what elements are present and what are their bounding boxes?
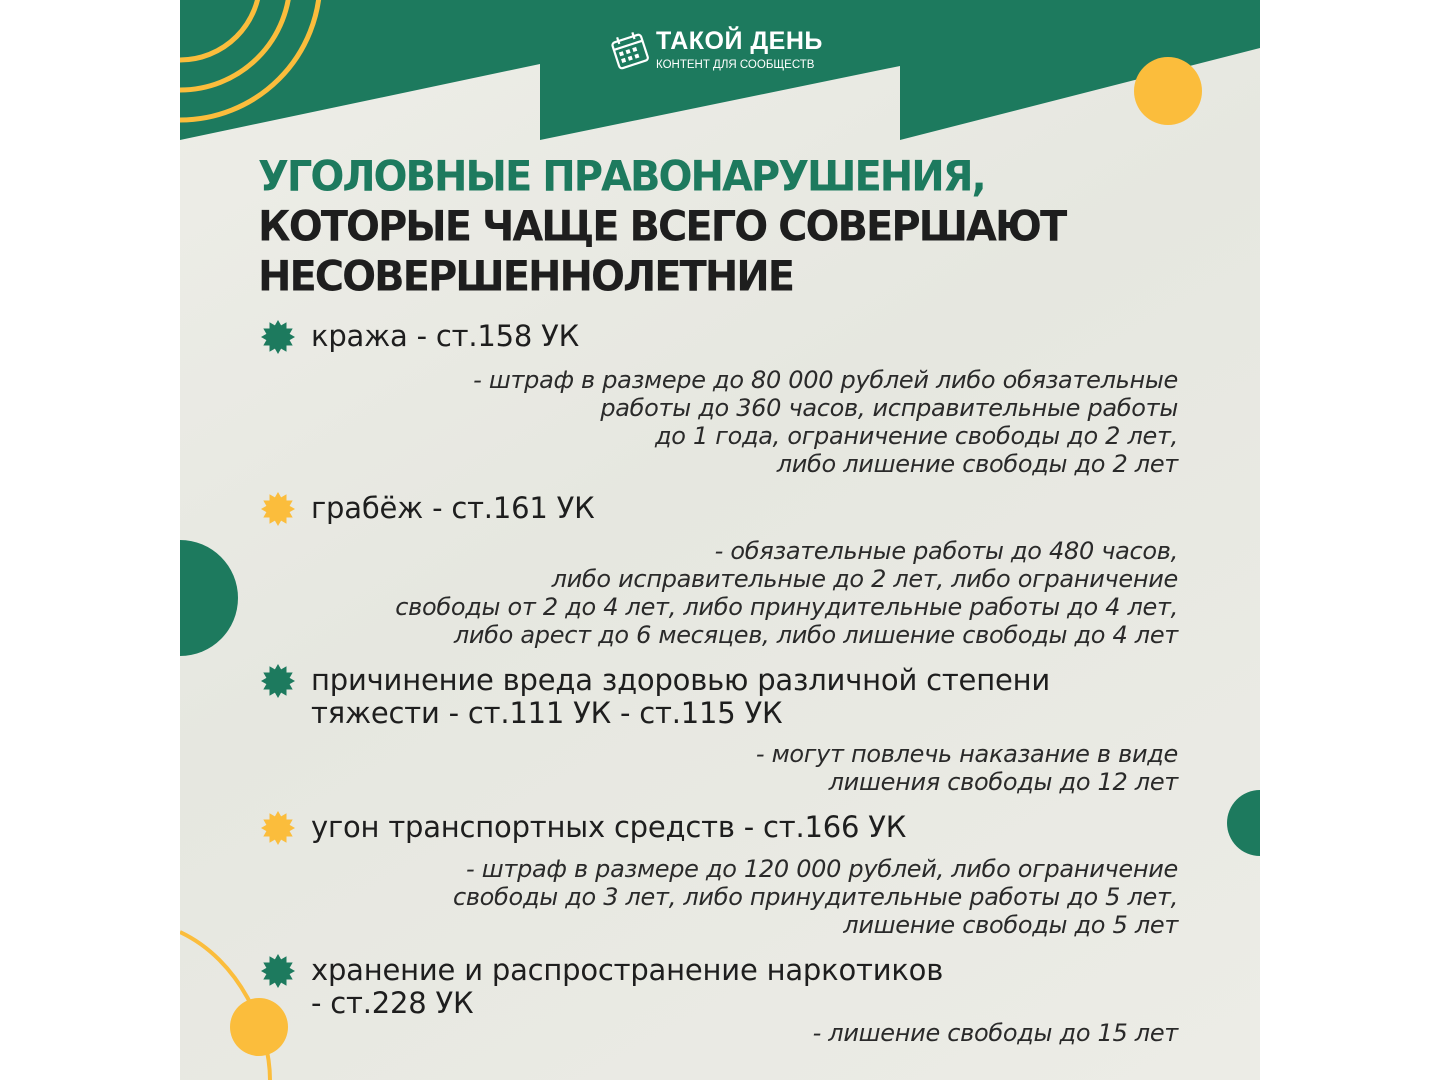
penalty-line: работы до 360 часов, исправительные работы <box>600 394 1178 422</box>
penalty-line: лишение свободы до 5 лет <box>843 911 1178 939</box>
penalty-line: - могут повлечь наказание в виде <box>755 740 1178 768</box>
offense-heading <box>311 664 1171 730</box>
offense-heading-line: кража - ст.158 УК <box>311 319 579 353</box>
brand-tagline: КОНТЕНТ ДЛЯ СООБЩЕСТВ <box>656 59 815 71</box>
offense-item <box>260 664 1171 730</box>
yellow-starburst-icon <box>260 810 296 846</box>
penalty-text <box>813 1019 1178 1047</box>
offense-heading-line: причинение вреда здоровью различной степени <box>311 663 1050 697</box>
yellow-dot-top-right <box>1134 57 1202 125</box>
title-line-1: УГОЛОВНЫЕ ПРАВОНАРУШЕНИЯ, <box>258 153 985 201</box>
penalty-line: - лишение свободы до 15 лет <box>812 1019 1178 1047</box>
green-starburst-icon <box>260 319 296 355</box>
green-starburst-icon <box>260 663 296 699</box>
offense-item <box>260 320 1171 355</box>
title-line-2: КОТОРЫЕ ЧАЩЕ ВСЕГО СОВЕРШАЮТ <box>258 202 1066 251</box>
offense-heading <box>311 320 1171 353</box>
green-half-circle-left <box>180 540 238 656</box>
offense-heading-line: тяжести - ст.111 УК - ст.115 УК <box>311 696 783 730</box>
penalty-text <box>756 740 1178 796</box>
offense-heading <box>311 954 1171 1020</box>
yellow-starburst-icon <box>260 491 296 527</box>
penalty-text <box>473 366 1178 478</box>
penalty-line: лишения свободы до 12 лет <box>828 768 1178 796</box>
offense-heading <box>311 492 1171 525</box>
brand-name: ТАКОЙ ДЕНЬ <box>656 27 823 55</box>
penalty-line: свободы до 3 лет, либо принудительные работы до 5 лет, <box>452 883 1178 911</box>
penalty-line: до 1 года, ограничение свободы до 2 лет, <box>654 422 1178 450</box>
offense-heading-line: хранение и распространение наркотиков <box>311 953 944 987</box>
penalty-line: - обязательные работы до 480 часов, <box>714 537 1178 565</box>
penalty-line: свободы от 2 до 4 лет, либо принудительные работы до 4 лет, <box>395 593 1178 621</box>
penalty-line: - штраф в размере до 80 000 рублей либо обязательные <box>473 366 1178 394</box>
page-title <box>258 152 1158 302</box>
brand-logo <box>608 28 823 73</box>
penalty-line: либо исправительные до 2 лет, либо ограничение <box>551 565 1178 593</box>
title-line-3: НЕСОВЕРШЕННОЛЕТНИЕ <box>258 252 794 301</box>
penalty-line: - штраф в размере до 120 000 рублей, либо ограничение <box>466 855 1178 883</box>
penalty-line: либо лишение свободы до 2 лет <box>776 450 1178 478</box>
penalty-text <box>453 855 1178 939</box>
infographic-card <box>180 0 1260 1080</box>
offense-heading-line: - ст.228 УК <box>311 986 474 1020</box>
penalty-line: либо арест до 6 месяцев, либо лишение свободы до 4 лет <box>453 621 1178 649</box>
offense-item <box>260 492 1171 527</box>
green-half-circle-right <box>1227 790 1260 856</box>
calendar-icon <box>608 29 652 73</box>
offense-heading-line: угон транспортных средств - ст.166 УК <box>311 810 907 844</box>
offense-item <box>260 954 1171 1020</box>
offense-heading-line: грабёж - ст.161 УК <box>311 491 595 525</box>
offense-item <box>260 811 1171 846</box>
penalty-text <box>395 537 1178 649</box>
offense-heading <box>311 811 1171 844</box>
green-starburst-icon <box>260 953 296 989</box>
